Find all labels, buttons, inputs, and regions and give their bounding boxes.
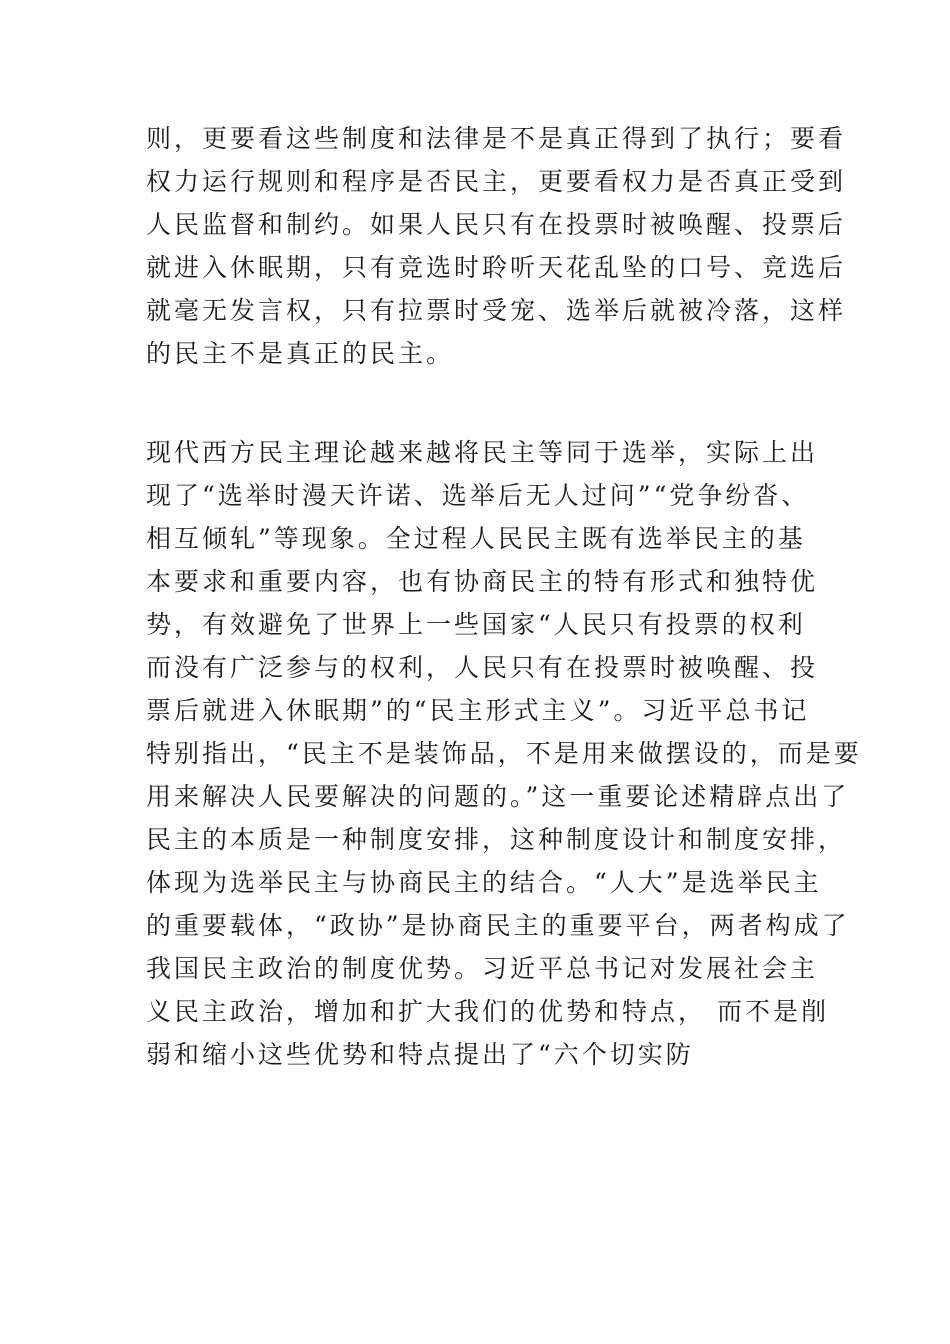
paragraph-line: 票后就进入休眠期”的“民主形式主义”。习近平总书记 bbox=[146, 696, 810, 725]
paragraph-line: 就进入休眠期，只有竞选时聆听天花乱坠的口号、竞选后 bbox=[146, 253, 847, 282]
paragraph-2 bbox=[146, 431, 862, 1076]
paragraph-line: 特别指出，“民主不是装饰品，不是用来做摆设的，而是要 bbox=[146, 739, 862, 768]
paragraph-line: 权力运行规则和程序是否民主，更要看权力是否真正受到 bbox=[146, 167, 847, 196]
paragraph-line: 用来解决人民要解决的问题的。”这一重要论述精辟点出了 bbox=[146, 782, 850, 811]
paragraph-line: 的民主不是真正的民主。 bbox=[146, 339, 455, 368]
paragraph-line: 本要求和重要内容，也有协商民主的特有形式和独特优 bbox=[146, 567, 819, 596]
paragraph-1 bbox=[146, 117, 847, 375]
paragraph-line: 势，有效避免了世界上一些国家“人民只有投票的权利 bbox=[146, 610, 806, 639]
paragraph-line: 而没有广泛参与的权利，人民只有在投票时被唤醒、投 bbox=[146, 653, 819, 682]
paragraph-line: 的重要载体，“政协”是协商民主的重要平台，两者构成了 bbox=[146, 911, 850, 940]
paragraph-line: 体现为选举民主与协商民主的结合。“人大”是选举民主 bbox=[146, 868, 822, 897]
paragraph-line: 现代西方民主理论越来越将民主等同于选举，实际上出 bbox=[146, 438, 819, 467]
paragraph-line: 就毫无发言权，只有拉票时受宠、选举后就被冷落，这样 bbox=[146, 296, 847, 325]
paragraph-line: 现了“选举时漫天许诺、选举后无人过问”“党争纷沓、 bbox=[146, 481, 810, 510]
paragraph-line: 则，更要看这些制度和法律是不是真正得到了执行；要看 bbox=[146, 124, 847, 153]
paragraph-line: 弱和缩小这些优势和特点提出了“六个切实防 bbox=[146, 1040, 694, 1069]
paragraph-line: 人民监督和制约。如果人民只有在投票时被唤醒、投票后 bbox=[146, 210, 847, 239]
paragraph-line: 民主的本质是一种制度安排，这种制度设计和制度安排， bbox=[146, 825, 847, 854]
paragraph-line: 相互倾轧”等现象。全过程人民民主既有选举民主的基 bbox=[146, 524, 806, 553]
paragraph-line: 义民主政治，增加和扩大我们的优势和特点， 而不是削 bbox=[146, 997, 829, 1026]
paragraph-line: 我国民主政治的制度优势。习近平总书记对发展社会主 bbox=[146, 954, 819, 983]
